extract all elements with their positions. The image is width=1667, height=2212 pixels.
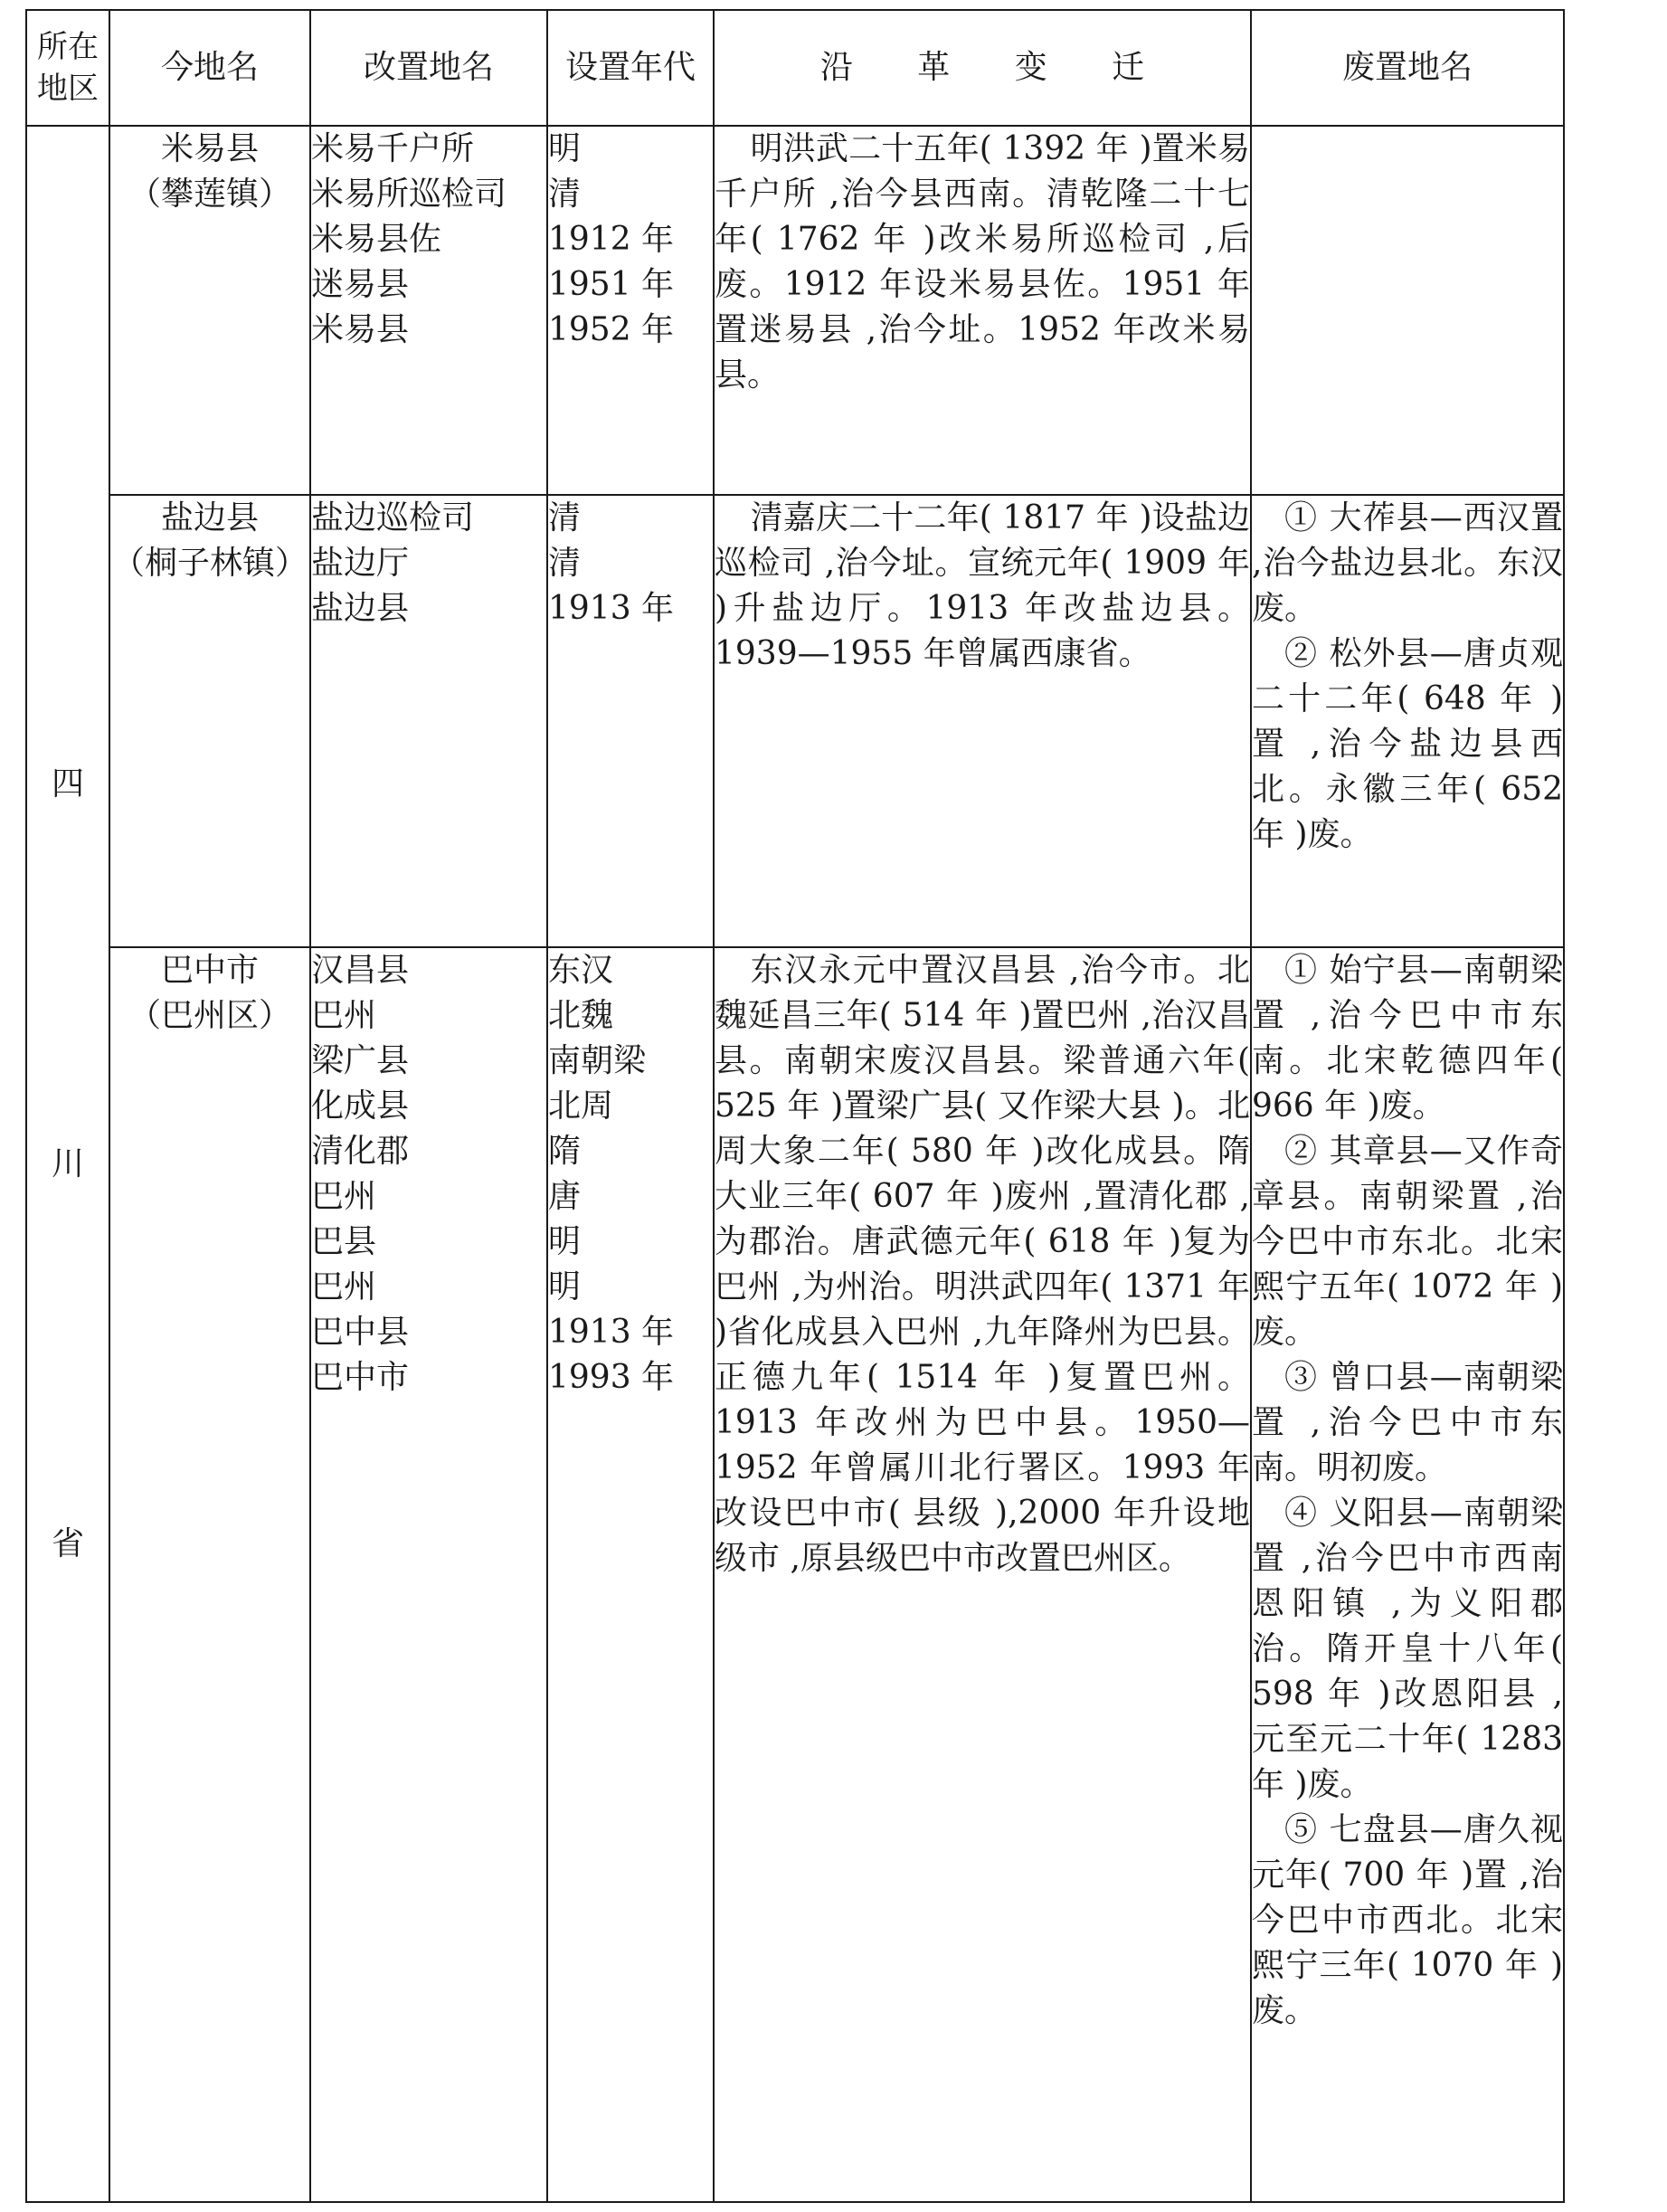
changed-name: 汉昌县 <box>311 952 410 989</box>
header-current-name: 今地名 <box>109 10 310 126</box>
header-evolution <box>714 10 1251 126</box>
header-evolution-label: 沿 革 变 迁 <box>819 49 1172 86</box>
changed-name: 巴中县 <box>311 1314 410 1351</box>
current-name-cell <box>109 126 310 495</box>
region-char: 省 <box>51 1524 84 1562</box>
header-region <box>26 10 109 126</box>
changed-name: 米易县 <box>311 311 410 348</box>
changed-name: 巴州 <box>311 1268 377 1305</box>
table-row <box>26 495 1564 947</box>
header-changed-names: 改置地名 <box>310 10 547 126</box>
era: 1951 年 <box>548 266 675 303</box>
current-seat: （巴州区） <box>128 997 291 1034</box>
changed-name: 梁广县 <box>311 1042 410 1079</box>
current-name: 巴中市 <box>160 952 259 989</box>
era: 清 <box>548 176 582 213</box>
region-char: 四 <box>51 764 84 802</box>
evolution-text: 清嘉庆二十二年( 1817 年 )设盐边巡检司 ,治今址。宣统元年( 1909 年 )升盐边厅。1913 年改盐边县。1939—1955 年曾属西康省。 <box>715 499 1250 672</box>
evolution-cell <box>714 495 1251 947</box>
era-cell <box>547 126 714 495</box>
changed-name: 巴中市 <box>311 1359 410 1396</box>
era: 明 <box>548 1223 582 1260</box>
era: 明 <box>548 1268 582 1305</box>
table-row <box>26 126 1564 495</box>
changed-name: 米易县佐 <box>311 221 442 258</box>
evolution-text: 明洪武二十五年( 1392 年 )置米易千户所 ,治今县西南。清乾隆二十七年( 1762 年 )改米易所巡检司 ,后废。1912 年设米易县佐。1951 年置迷易县 ,治今址。1952 年改米易县。 <box>715 130 1250 394</box>
changed-names-cell <box>310 495 547 947</box>
header-establish-era: 设置年代 <box>547 10 714 126</box>
current-seat: （桐子林镇） <box>111 545 308 582</box>
changed-name: 盐边厅 <box>311 545 410 582</box>
era: 1913 年 <box>548 1314 675 1351</box>
abolished-item: ⑤ 七盘县—唐久视元年( 700 年 )置 ,治今巴中市西北。北宋熙宁三年( 1070 年 )废。 <box>1252 1811 1563 2029</box>
current-seat: （攀莲镇） <box>128 176 291 213</box>
era: 1993 年 <box>548 1359 675 1396</box>
abolished-cell <box>1251 947 1564 2202</box>
gazetteer-table <box>25 9 1565 2203</box>
page <box>25 9 1563 2203</box>
current-name: 盐边县 <box>160 499 259 536</box>
changed-name: 米易千户所 <box>311 130 475 167</box>
era: 1912 年 <box>548 221 675 258</box>
evolution-cell <box>714 947 1251 2202</box>
region-cell <box>26 126 109 2202</box>
era: 1952 年 <box>548 311 675 348</box>
changed-name: 米易所巡检司 <box>311 176 507 213</box>
header-row <box>26 10 1564 126</box>
era: 唐 <box>548 1178 582 1215</box>
changed-name: 清化郡 <box>311 1133 410 1170</box>
abolished-cell <box>1251 495 1564 947</box>
changed-name: 盐边巡检司 <box>311 499 475 536</box>
abolished-item: ① 大莋县—西汉置 ,治今盐边县北。东汉废。 <box>1252 499 1563 627</box>
current-name-cell <box>109 947 310 2202</box>
changed-names-cell <box>310 126 547 495</box>
current-name-cell <box>109 495 310 947</box>
changed-name: 巴州 <box>311 1178 377 1215</box>
current-name: 米易县 <box>160 130 259 167</box>
table-row <box>26 947 1564 2202</box>
changed-name: 迷易县 <box>311 266 410 303</box>
abolished-item: ③ 曾口县—南朝梁置 ,治今巴中市东南。明初废。 <box>1252 1359 1563 1486</box>
changed-name: 巴州 <box>311 997 377 1034</box>
era: 南朝梁 <box>548 1042 647 1079</box>
abolished-cell <box>1251 126 1564 495</box>
evolution-text: 东汉永元中置汉昌县 ,治今市。北魏延昌三年( 514 年 )置巴州 ,治汉昌县。南朝宋废汉昌县。梁普通六年( 525 年 )置梁广县( 又作梁大县 )。北周大象二年( 580 年 )改化成县。隋大业三年( 607 年 )废州 ,置清化郡 ,为郡治。唐武德元年( 618 年 )复为巴州 ,为州治。明洪武四年( 1371 年 )省化成县入巴州 ,九年降州为巴县。正德九年( 1514 年 )复置巴州。1913 年改州为巴中县。1950—1952 年曾属川北行署区。1993 年改设巴中市( 县级 ),2000 年升设地级市 ,原县级巴中市改置巴州区。 <box>715 952 1250 1577</box>
era: 清 <box>548 545 582 582</box>
era: 隋 <box>548 1133 582 1170</box>
abolished-item: ② 松外县—唐贞观二十二年( 648 年 )置 ,治今盐边县西北。永徽三年( 652 年 )废。 <box>1252 635 1563 853</box>
changed-name: 巴县 <box>311 1223 377 1260</box>
abolished-item: ② 其章县—又作奇章县。南朝梁置 ,治今巴中市东北。北宋熙宁五年( 1072 年 )废。 <box>1252 1133 1563 1351</box>
header-abolished-names: 废置地名 <box>1251 10 1564 126</box>
era-cell <box>547 495 714 947</box>
evolution-cell <box>714 126 1251 495</box>
abolished-item: ① 始宁县—南朝梁置 ,治今巴中市东南。北宋乾德四年( 966 年 )废。 <box>1252 952 1563 1125</box>
era: 清 <box>548 499 582 536</box>
abolished-item: ④ 义阳县—南朝梁置 ,治今巴中市西南恩阳镇 ,为义阳郡治。隋开皇十八年( 598 年 )改恩阳县 ,元至元二十年( 1283 年 )废。 <box>1252 1495 1563 1803</box>
era-cell <box>547 947 714 2202</box>
changed-name: 盐边县 <box>311 590 410 627</box>
header-region-line2: 地区 <box>37 71 99 107</box>
changed-name: 化成县 <box>311 1087 410 1125</box>
header-region-line1: 所在 <box>37 29 99 65</box>
era: 1913 年 <box>548 590 675 627</box>
region-char: 川 <box>51 1144 84 1182</box>
era: 明 <box>548 130 582 167</box>
era: 北周 <box>548 1087 614 1125</box>
era: 北魏 <box>548 997 614 1034</box>
region-label <box>27 762 109 1567</box>
changed-names-cell <box>310 947 547 2202</box>
era: 东汉 <box>548 952 614 989</box>
